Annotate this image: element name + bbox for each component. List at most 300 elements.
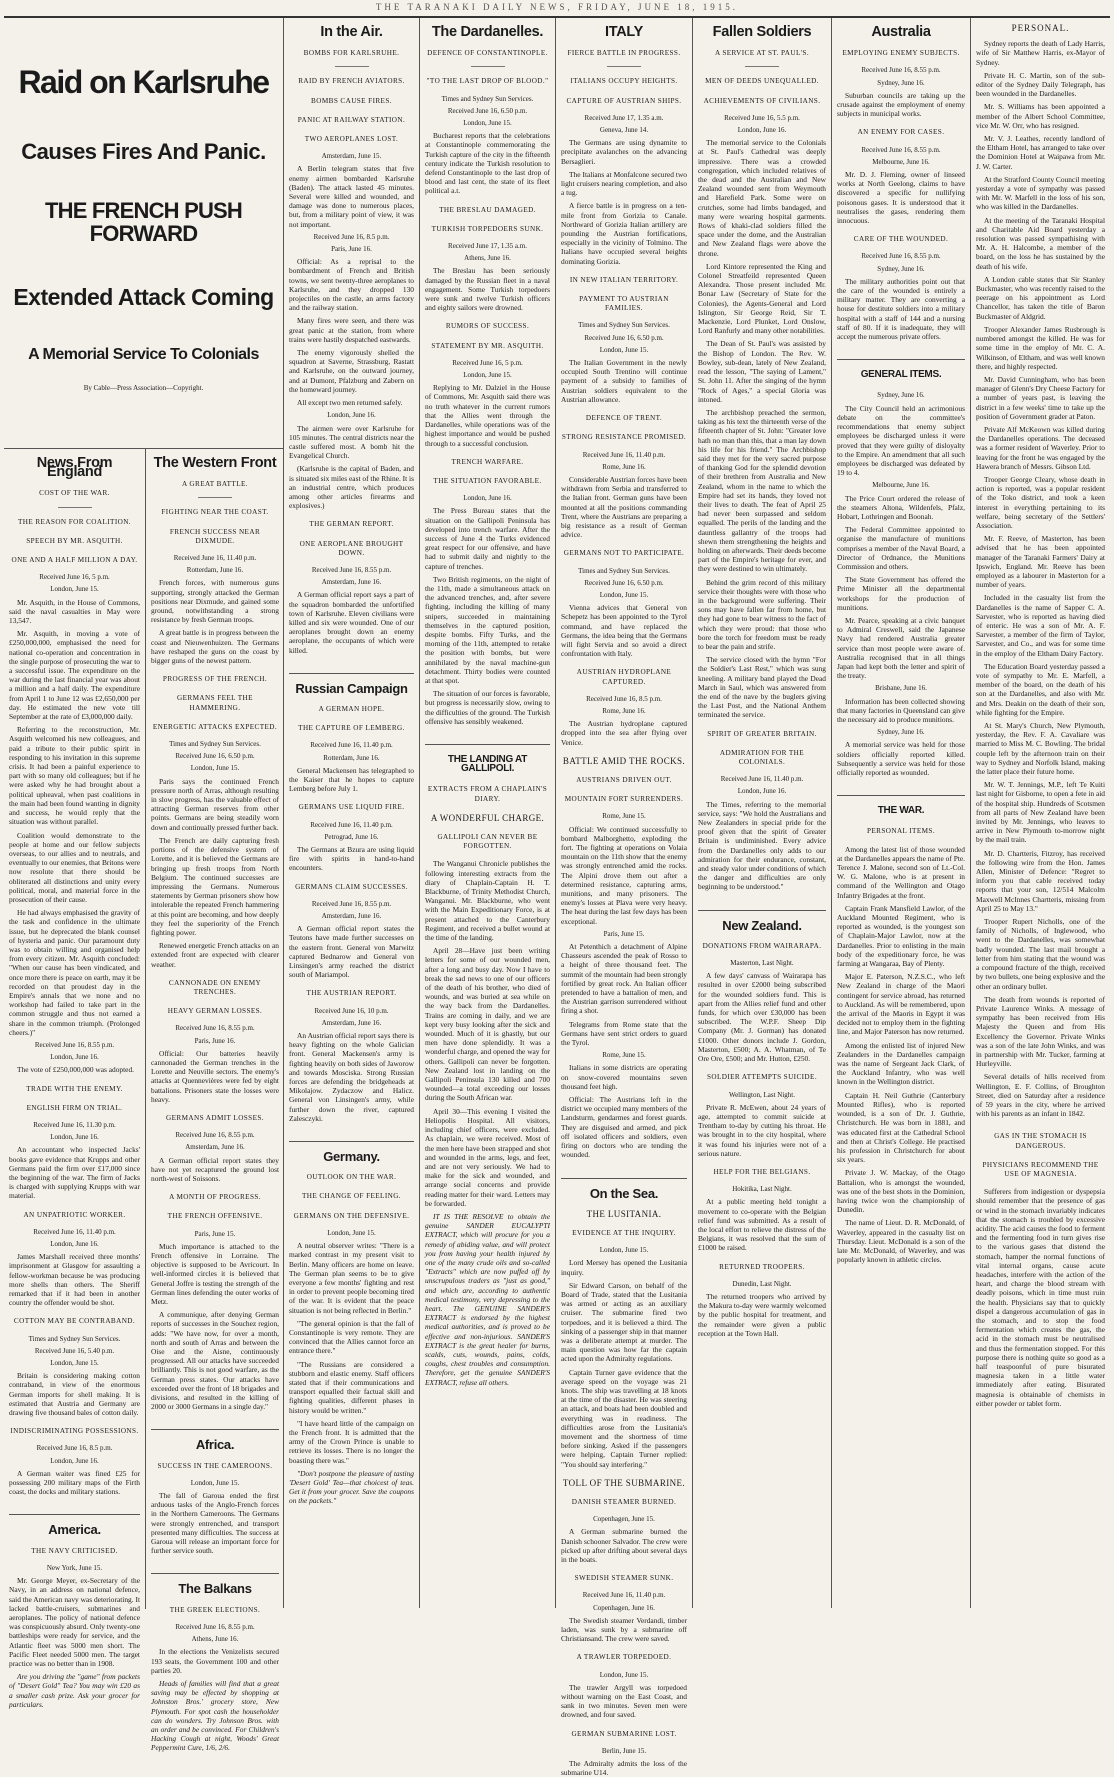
dateline: Received June 16, 11.40 p.m. <box>720 775 804 784</box>
subhead: A WONDERFUL CHARGE. <box>430 812 545 823</box>
dateline: Hokitika, Last Night. <box>732 1185 792 1194</box>
paragraph: A few days' canvass of Wairarapa has resulted in over £2000 being subscribed for the wounded soldiers fund. This is apart from the Allies relief fund and other funds, for which over £30,000 has been subscribed. The W.P.F. Sheep Dip Company (Mr. J. Gorman) has donated £1000. Other donors include J. Gordon, Masterton, £500; A. A. Whatman, of Te Ore Ore, £500; and Mr. Hutton, £250. <box>698 971 826 1064</box>
divider <box>471 66 505 67</box>
paragraph: The Breslau has been seriously damaged by the Russian fleet in a naval engagement. Some Turkish torpedoers were sunk and twelve Turkish officers and eighty sailors were drowned. <box>425 266 550 313</box>
dateline: Rotterdam, June 16. <box>323 753 380 762</box>
dateline: London, June 15. <box>50 585 99 594</box>
subhead: THE GERMAN REPORT. <box>309 520 394 529</box>
paragraph: Captain H. Neil Guthrie (Canterbury Mounted Rifles), who is reported wounded, is a son of Dr. J. Guthrie, Christchurch. He was born in 1881, and was educated first at the Cathedral School and then at Christ's College. He practised his profession in Christchurch for about six years. <box>837 1090 965 1165</box>
dateline: Received June 16, 8.55 p.m. <box>861 66 941 75</box>
dateline: Received June 16, 11.40 p.m. <box>582 1591 666 1600</box>
paragraph: Mr. Pearce, speaking at a civic banquet to Admiral Creswell, said the Japanese Navy had rendered Australia greater service than most people were aware of. Australia recognised that in all things Japan had kept both the letter and spirit of the treaty. <box>837 615 965 681</box>
subhead: GAS IN THE STOMACH IS DANGEROUS. <box>994 1132 1087 1150</box>
dateline: Rome, June 15. <box>602 1051 646 1060</box>
paragraph: James Marshall received three months' imprisonment at Glasgow for assaulting a fellow-workman because he was producing more shells than others. The Sheriff remarked that if it had been in another country the offender would be shot. <box>9 1252 140 1308</box>
dateline: Received June 16, 8.55 p.m. <box>311 899 392 908</box>
dateline: Received June 16, 6.50 p.m. <box>175 752 255 761</box>
paragraph: A German official report states the Teutons have made further successes on the eastern front. General von Marwitz captured Bednarow and General von Linsingen's army reached the district south of Mariampol. <box>289 924 414 980</box>
paragraph: Mr. Asquith, in the House of Commons, said the naval casualties in May were 13,547. <box>9 597 140 626</box>
subhead: THE FRENCH OFFENSIVE. <box>167 1212 263 1221</box>
paragraph: A neutral observer writes: "There is a marked contrast in my present visit to Berlin. Many officers are home on leave. The German plan seems to be to give everyone a few months' fighting and rest in order to prevent people becoming tired of the war. It is evident that the peace situation is not being reflected in Berlin." <box>289 1241 414 1315</box>
subhead: ENERGETIC ATTACKS EXPECTED. <box>152 722 278 731</box>
subhead: DEFENCE OF TRENT. <box>585 414 663 423</box>
dateline: Received June 16, 6.50 p.m. <box>447 106 528 115</box>
paragraph: Mr. V. J. Leathes, recently landlord of the Eltham Hotel, has arranged to take over the Dominion Hotel at Waipawa from Mr. J. W. Carter. <box>976 134 1105 171</box>
paragraph: The military authorities point out that the care of the wounded is entirely a military matter. They are converting a house for destitute soldiers into a military hospital with a staff of 144 and a nursing staff of 80. If it is inadequate, they will accept the numerous private offers. <box>837 276 965 342</box>
dateline: Rotterdam, June 16. <box>186 566 244 575</box>
subhead: SUCCESS IN THE CAMEROONS. <box>157 1461 273 1470</box>
dateline: Received June 16, 8.55 p.m. <box>175 1622 255 1631</box>
dateline: Received June 16, 10 p.m. <box>314 1006 389 1015</box>
paragraph: Private Alf McKeown was killed during the Dardanelles operations. The deceased was a former resident of Waverley. Prior to leaving for the front he was engaged by the Hawera branch of Messrs. Gibson Ltd. <box>976 424 1105 471</box>
dateline: Copenhagen, June 15. <box>593 1515 655 1524</box>
headline-causes: Causes Fires And Panic. <box>21 138 266 164</box>
subhead: MEN OF DEEDS UNEQUALLED. <box>705 77 819 86</box>
dateline: Amsterdam, June 16. <box>185 1143 245 1152</box>
in-the-air-column <box>284 18 420 1608</box>
paragraph: At St. Mary's Church, New Plymouth, yesterday, the Rev. F. A. Cavaliare was married to Miss M. C. Bowling. The bridal couple left by the afternoon train on their way to Sydney and Norfolk Island, making the latter place their future home. <box>976 721 1105 777</box>
headline-memorial: A Memorial Service To Colonials <box>28 346 259 364</box>
subhead: SWEDISH STEAMER SUNK. <box>574 1574 674 1583</box>
dateline: Sydney, June 16. <box>877 391 925 400</box>
england-heading: News From England <box>36 455 113 481</box>
paragraph: Sir Edward Carson, on behalf of the Board of Trade, stated that the Lusitania was armed or acting as an auxiliary cruiser. The submarine fired two torpedoes, and it is believed a third. The sinking of a passenger ship in that manner was a deliberate attempt at murder. The main question was how far the captain acted upon the Admiralty regulations. <box>561 1280 687 1364</box>
paragraph: Mr. S. Williams has been appointed a member of the Albert School Committee, vice Mr. W. Orr, who has resigned. <box>976 102 1105 130</box>
subhead: INDISCRIMINATING POSSESSIONS. <box>10 1427 139 1436</box>
paragraph: Included in the casualty list from the Dardanelles is the name of Sapper C. A. Sarvester, who is reported as having died of enteric. He was a son of Mr. A. F. Sarvester, a member of the firm of Taylor, Sarvester, and Co., and was for some time in the employ of the Eltham Dairy Factory. <box>976 593 1105 658</box>
australia-heading: Australia <box>871 24 931 40</box>
dateline: London, June 16. <box>737 126 787 135</box>
dateline: Received June 16, 8.5 p.m. <box>313 232 390 241</box>
paragraph: Many fires were seen, and there was great panic at the station, from where trains were hastily despatched eastwards. <box>289 316 414 344</box>
dateline: Athens, June 16. <box>464 254 511 263</box>
paragraph: Paris says the continued French pressure north of Arras, although resulting in slow progress, has the valuable effect of attracting German reserves from other points. Germans are being steadily worn down and continually pressed further back. <box>151 776 279 832</box>
dateline: Times and Sydney Sun Services. <box>578 321 670 330</box>
paragraph: The State Government has offered the Prime Minister all the departmental workshops for the production of munitions. <box>837 575 965 612</box>
subhead: THE AUSTRIAN REPORT. <box>306 989 397 998</box>
page-columns <box>4 18 1110 1777</box>
paragraph: Considerable Austrian forces have been withdrawn from Serbia and transferred to the Italian front. German guns have been mounted at all the positions commanding Trent, where the Austrians are preparing a big resistance as a result of German advice. <box>561 474 687 540</box>
subhead: CANNONADE ON ENEMY TRENCHES. <box>168 978 262 996</box>
subhead: A TRAWLER TORPEDOED. <box>576 1653 672 1662</box>
western-front-column <box>146 449 284 1753</box>
paragraph: A fierce battle is in progress on a ten-mile front from Gorizia to Canale. Northward of Gorizia Italian artillery are pounding the Austrian fortifications, especially in the vicinity of Tolmino. The Italians have occupied several heights dominating Gorizia. <box>561 201 687 266</box>
paragraph: Bucharest reports that the celebrations at Constantinople commemorating the Turkish capture of the city in the fifteenth century indicate the Turkish resolution to defend Constantinople to the last drop of blood and last cent, the state of its fleet political a.t. <box>425 131 550 196</box>
paragraph: April 30—This evening I visited the Heliopolis Hospital. All visitors, including chief officers, were excluded. As chaplain, we were received. Most of the men here have been strapped and shot and wounded in the arms, legs, and feet, and are not very seriously. We had to make for the sick and wounded, and arrange social concerns and provide reading matter for their ward. Letters may be forwarded. <box>425 1106 550 1208</box>
paragraph: A German submarine burned the Danish schooner Salvador. The crew were picked up after drifting about several days in the boats. <box>561 1527 687 1564</box>
paragraph: Trooper Alexander James Rusbrough is numbered amongst the killed. He was for some time in the employ of Mr. C. A. Wilkinson, of Eltham, and was well known there, and highly respected. <box>976 324 1105 371</box>
paragraph: Sufferers from indigestion or dyspepsia should remember that the presence of gas or wind in the stomach invariably indicates that the stomach is troubled by excessive acidity. The acid causes the food to ferment and the fermenting food in turn gives rise to the various gases that distend the stomach, hamper the normal functions of vital internal organs, cause acute headaches, interfere with the action of the heart, and charge the blood stream with deadly poisons, which in time must ruin the health. Physicians say that to quickly dispel a dangerous accumulation of gas in the stomach, and to stop the food fermentation which creates the gas, the acid in the stomach must be neutralised and thus the fermentation stopped. For this purpose there is nothing quite so good as a half teaspoonful of pure bisurated magnesia taken in a little water immediately after eating. Bisurated magnesia is obtainable of chemists in either powder or tablet form. <box>976 1187 1105 1408</box>
subhead: A MONTH OF PROGRESS. <box>169 1193 261 1202</box>
paragraph: Coalition would demonstrate to the people at home and our fellow subjects overseas, to our allies and to neutrals, and eventually to our enemies, that Britons were now resolute that there should be obliterated all distinctions and unity every political, moral, and material force in the prosecution of their cause. <box>9 830 140 904</box>
paragraph: He had always emphasised the gravity of the task and confidence in the ultimate issue, but he deprecated the blank counsel of hysteria and panic. Our paramount duty was to obtain willing and organised help from every citizen. Mr. Asquith concluded: "When our cause has been vindicated, and once more there is peace on earth, may it be recorded on that proudest day in the Empire's annals that we none and no workshop had failed to take part in the common struggle and thus not earned a share in the common triumph. (Prolonged cheers.)" <box>9 908 140 1037</box>
subhead: GERMANS FEEL THE HAMMERING. <box>177 694 253 712</box>
subhead: THE CHANGE OF FEELING. <box>301 1192 402 1201</box>
dateline: Petrograd, June 16. <box>324 832 379 841</box>
dateline: London, June 16. <box>463 494 512 503</box>
paragraph: A Berlin telegram states that five enemy airmen bombarded Karlsruhe (Baden). The attack lasted 45 minutes. Several were killed and wounded, and damage was done to numerous places, but, from a military point of view, it was not important. <box>289 164 414 229</box>
divider <box>335 66 369 67</box>
subhead: "TO THE LAST DROP OF BLOOD." <box>426 77 549 86</box>
paragraph: "I have heard little of the campaign on the French front. It is admitted that the army of the Crown Prince is unable to retrieve its losses. There is no longer the boasting there was." <box>289 1418 414 1465</box>
subhead: FIERCE BATTLE IN PROGRESS. <box>567 49 681 58</box>
in-the-air-heading: In the Air. <box>320 24 383 40</box>
paragraph: At the meeting of the Taranaki Hospital and Charitable Aid Board yesterday a resolution was passed sympathising with Mr. A. H. Halcombe, a member of the board, on the loss he has sustained by the death of his wife. <box>976 215 1105 271</box>
lead-subcolumns <box>4 448 284 1753</box>
personal-column <box>971 18 1110 1608</box>
subhead: DANISH STEAMER BURNED. <box>571 1497 677 1506</box>
subhead: GERMANS USE LIQUID FIRE. <box>298 803 405 812</box>
advertisement: Are you driving the "game" from packets of "Desert Gold" Tea? You may win £20 as a smaller cash prize. Ask your grocer for particulars. <box>9 1672 140 1709</box>
subhead: AUSTRIANS DRIVEN OUT. <box>576 775 672 784</box>
dateline: Received June 16, 11.30 p.m. <box>33 1120 116 1129</box>
subhead: RAID BY FRENCH AVIATORS. <box>298 77 405 86</box>
headline-raid: Raid on Karlsruhe <box>18 64 269 100</box>
divider <box>58 507 92 508</box>
dateline: London, June 15. <box>190 1478 240 1487</box>
subhead: RUMORS OF SUCCESS. <box>445 322 530 331</box>
headline-extended: Extended Attack Coming <box>13 283 274 310</box>
paragraph: (Karlsruhe is the capital of Baden, and is situated six miles east of the Rhine. It is an industrial centre, which produces among other articles firearms and explosives.) <box>289 464 414 511</box>
paragraph: French forces, with numerous guns supporting, strongly attacked the German positions near Dixmude, and gained some ground, notwithstanding a strong resistance by fresh German troops. <box>151 578 279 625</box>
paragraph: Among the latest list of those wounded at the Dardanelles appears the name of Pte. Terence J. Malone, second son of Lt.-Col. W. G. Malone, who is at present in command of the Wellington and Otago Infantry Brigades at the front. <box>837 844 965 900</box>
paragraph: The airmen were over Karlsruhe for 105 minutes. The central districts near the castle suffered most. A bomb hit the Evangelical Church. <box>289 423 414 461</box>
dateline: Received June 16, 8.55 p.m. <box>34 1040 115 1049</box>
germany-heading: Germany. <box>289 1141 414 1161</box>
the-war-heading: THE WAR. <box>837 795 965 815</box>
subhead: OUTLOOK ON THE WAR. <box>306 1173 397 1182</box>
paragraph: The name of Lieut. D. R. McDonald, of Waverley, appeared in the casualty list on Thursday. Lieut. McDonald is a son of the late Mr. McDonald, of Waverley, and was popularly known in athletic circles. <box>837 1218 965 1265</box>
dateline: Received June 16, 11.40 p.m. <box>310 820 393 829</box>
subhead: ONE AND A HALF MILLION A DAY. <box>11 556 138 565</box>
dateline: Paris, June 16. <box>331 245 372 254</box>
subhead: GALLIPOLI CAN NEVER BE FORGOTTEN. <box>437 833 538 851</box>
paragraph: A communique, after denying German reports of successes in the Souchez region, adds: "We have now, for over a month, north and south of Arras and between the Oise and the Aisne, continuously progressed. All our attacks have succeeded brilliantly. This is not good warfare, as the German press states. Our attacks have exceeded over the front of 18 brigades and divisions, and resulted in the killing of 2000 or 3000 Germans in a single day." <box>151 1310 279 1412</box>
paragraph: Much importance is attached to the French offensive in Lorraine. The objective is supposed to be Avricourt. In well-informed circles it is believed that General Joffre is testing the strength of the German lines defending the outer works of Metz. <box>151 1241 279 1307</box>
subhead: PERSONAL ITEMS. <box>866 827 936 836</box>
advertisement: IT IS THE RESOLVE to obtain the genuine SANDER EUCALYPTI EXTRACT, which will procure for you a remedy of abiding value, and will protect you from having your health injured by one of the many crude oils and so-called "Extracts" which are now puffed off by unscrupulous traders as "just as good," and which are, according to authentic medical testimony, very depressing to the heart. The GENUINE SANDER'S EXTRACT is endorsed by the highest medical authorities, and is proved to be effective and non-injurious. SANDER'S EXTRACT is the great healer for burns, scalds, cuts, wounds, pains, colds, coughs, chest troubles and consumption. Therefore, get the genuine SANDER'S EXTRACT, refuse all others. <box>425 1211 550 1387</box>
gallipoli-landing-heading: THE LANDING AT GALLIPOLI. <box>425 744 550 773</box>
by-cable-line: By Cable—Press Association—Copyright. <box>83 383 204 392</box>
dateline: Received June 16, 5.40 p.m. <box>34 1346 115 1355</box>
subhead: PROGRESS OF THE FRENCH. <box>162 675 268 684</box>
paragraph: All except two men returned safely. <box>297 398 403 408</box>
lead-story <box>4 18 284 1753</box>
dateline: Rome, June 16. <box>602 462 646 471</box>
paragraph: The service closed with the hymn "For the Soldier's Last Rest," which was sung kneeling. A military band played the Dead March in Saul, which was answered from the end of the nave by the buglers giving the Last Post, and the National Anthem terminated the service. <box>698 655 826 720</box>
paragraph: An Austrian official report says there is heavy fighting on the whole Galician front. General Mackensen's army is fighting heavily on both sides of Jaworow and towards Mosciska. Strong Russian forces are defending the bridgeheads at Mikolajow. Zydaczow and Halicz. General von Linsingen's army, while further down the river, captured Zalesczyki. <box>289 1031 414 1123</box>
subhead: MOUNTAIN FORT SURRENDERS. <box>564 795 684 804</box>
subhead: GERMANS ADMIT LOSSES. <box>166 1113 264 1122</box>
dateline: Melbourne, June 16. <box>872 157 930 166</box>
paragraph: The memorial service to the Colonials at St. Paul's Cathedral was deeply impressive. There was a crowded congregation, which included relatives of the dead and the Australian and New Zealand wounded sent from Weymouth and Harefield Park. Some were on crutches, some had limbs bandaged, and many were wearing hospital garments. Rows of khaki-clad soldiers filled the space under the dome, and the Australian and New Zealand flags were above the throne. <box>698 138 826 258</box>
dateline: Received June 16, 8.5 p.m. <box>586 694 662 703</box>
dateline: Received June 16, 8.55 p.m. <box>175 1131 255 1140</box>
paragraph: At Petenthich a detachment of Alpine Chasseurs ascended the peak of Rosso to a height of three thousand feet. The summit of the mountain had been strongly fortified by great rock. An Italian officer pretended to have a battalion of men, and the Austrian garrison surrendered without firing a shot. <box>561 942 687 1016</box>
dateline: Received June 16, 5.5 p.m. <box>724 113 800 122</box>
divider <box>607 66 641 67</box>
subhead: EMPLOYING ENEMY SUBJECTS. <box>842 49 960 58</box>
paragraph: An accountant who inspected Jacks' books gave evidence that Krupps and other Germans paid the firm over £17,000 since the beginning of the war. The firm of Jacks is charged with supplying Krupps with war material. <box>9 1145 140 1201</box>
dateline: Amsterdam, June 16. <box>321 578 382 587</box>
paragraph: "The general opinion is that the fall of Constantinople is very remote. They are convinced that the Allies cannot force an entrance there." <box>289 1318 414 1356</box>
dateline: Wellington, Last Night. <box>729 1090 795 1099</box>
paragraph: Mr. D. J. Fleming, owner of linseed works at North Geelong, claims to have discovered a specific for nullifying poisonous gases. It is understood that it neutralises the gases, rendering them innocuous. <box>837 170 965 226</box>
subhead: AN ENEMY FOR CASES. <box>857 128 945 137</box>
dardanelles-heading: The Dardanelles. <box>431 24 544 40</box>
dateline: Masterton, Last Night. <box>730 959 794 968</box>
paragraph: Captain Frank Mansfield Lawlor, of the Auckland Mounted Regiment, who is reported as wounded, is the youngest son of Chaplain-Major Lawlor, now at the Dardanelles. Prior to enlisting in the main body of the expeditionary force, he was farming at Wangaraa, Bay of Plenty. <box>837 903 965 969</box>
subhead: TOLL OF THE SUBMARINE. <box>562 1477 686 1488</box>
paragraph: Italians in some districts are operating on snow-covered mountains seven thousand feet high. <box>561 1063 687 1091</box>
paragraph: Trooper Rupert Nicholls, one of the family of Nicholls, of Inglewood, who went to the Dardanelles, was somewhat badly wounded. The last mail brought a letter from him stating that the wound was a compound fracture of the thigh, received by two bullets, one being explosive and the other an ordinary bullet. <box>976 917 1105 991</box>
subhead: DONATIONS FROM WAIRARAPA. <box>702 941 822 950</box>
paragraph: Among the enlisted list of injured New Zealanders in the Dardanelles campaign was the name of Sergeant Jack Clark, of the Auckland Infantry, who was well known in the Wellington district. <box>837 1040 965 1087</box>
paragraph: The Swedish steamer Verdandi, timber laden, was sunk by a submarine off Christiansand. The crew were saved. <box>561 1615 687 1644</box>
subhead: A GERMAN HOPE. <box>318 704 385 713</box>
subhead: A GREAT BATTLE. <box>182 480 248 489</box>
subhead: GERMANS ON THE DEFENSIVE. <box>293 1211 410 1220</box>
paragraph: A German waiter was fined £25 for possessing 200 military maps of the Firth coast, the docks and military stations. <box>9 1468 140 1497</box>
paragraph: Trooper George Cleary, whose death in action is reported, was a popular resident of the Toko district, and took a keen interest in everything pertaining to its welfare, being secretary of the Settlers' Association. <box>976 474 1105 530</box>
subhead: THE GREEK ELECTIONS. <box>169 1605 261 1614</box>
paragraph: The vote of £250,000,000 was adopted. <box>17 1065 134 1075</box>
dateline: Received June 16, 11.40 p.m. <box>33 1227 116 1236</box>
paragraph: The Times, referring to the memorial service, says: "We hold the Australians and New Zealanders in special pride for the proof given that the spirit of Greater Britain is undiminished. Every advice from the Dardanelles only adds to our admiration for their endurance, constant, and steady valor under conditions of which the danger and difficulties are only beginning to be understood." <box>698 799 826 892</box>
paragraph: A German official report says a part of the squadron bombarded the unfortified town of Karlsruhe. Eleven civilians were killed and six were wounded. One of our aeroplanes brought down an enemy aeroplane, the occupants of which were killed. <box>289 590 414 655</box>
dateline: London, June 15. <box>463 119 512 128</box>
dateline: Amsterdam, June 16. <box>321 1018 382 1027</box>
dateline: Dunedin, Last Night. <box>732 1279 792 1288</box>
dateline: London, June 15. <box>599 1246 649 1255</box>
paragraph: The enemy vigorously shelled the squadron at Saverne, Strassburg, Rastatt and Karlsruhe, on the outward journey, and at Dumont, Pfalzburg and Zabern on the homeward journey. <box>289 348 414 394</box>
dateline: London, June 16. <box>50 1053 99 1062</box>
subhead: AUSTRIAN HYDROPLANE CAPTURED. <box>576 668 672 686</box>
australia-column <box>832 18 971 1608</box>
paragraph: The Italian Government in the newly occupied South Trentino will continue payment of a subsidy to families of Austrian soldiers equivalent to the Austrian allowance. <box>561 358 687 404</box>
masthead: THE TARANAKI DAILY NEWS, FRIDAY, JUNE 18, 1915. <box>4 2 1110 18</box>
subhead: PHYSICIANS RECOMMEND THE USE OF MAGNESIA. <box>982 1160 1099 1178</box>
subhead: THE CAPTURE OF LEMBERG. <box>298 724 405 733</box>
dateline: Times and Sydney Sun Services. <box>169 740 261 749</box>
paragraph: The Germans are using dynamite to precipitate avalanches on the advancing Bersaglieri. <box>561 138 687 166</box>
subhead: A SERVICE AT ST. PAUL'S. <box>714 49 810 58</box>
subhead: STATEMENT BY MR. ASQUITH. <box>431 341 544 350</box>
subhead: THE BRESLAU DAMAGED. <box>439 205 536 214</box>
paragraph: The trawler Argyll was torpedoed without warning on the East Coast, and sank in two minutes. Seven men were drowned, and four saved. <box>561 1682 687 1720</box>
balkans-heading: The Balkans <box>151 1573 279 1593</box>
paragraph: The Wanganui Chronicle publishes the following interesting extracts from the diary of Chaplain-Captain H. T. Blackburne, of Trinity Methodist Church, Wanganui. Mr. Blackburne, who went with the Main Expeditionary Force, is at present attached to the Canterbury Regiment, and received a bullet wound at the time of the landing. <box>425 859 550 943</box>
subhead: PANIC AT RAILWAY STATION. <box>297 115 406 124</box>
subhead: SPEECH BY MR. ASQUITH. <box>26 536 123 545</box>
subhead: BOMBS CAUSE FIRES. <box>311 96 392 105</box>
new-zealand-heading: New Zealand. <box>698 910 826 930</box>
italy-column <box>556 18 693 1777</box>
paragraph: The Federal Committee appointed to organise the manufacture of munitions comprises a member of the Naval Board, a Director of Ordnance, the Munitions Commission and others. <box>837 525 965 571</box>
paragraph: At a public meeting held tonight a movement to co-operate with the Belgian relief fund was submitted. As a result of the local effort to relieve the distress of the Belgians, it was resolved that the sum of £1000 be raised. <box>698 1197 826 1253</box>
paragraph: Official: We continued successfully to bombard Malborghetto, exploding the fort. The fighting at operations on Volaia mountain on the 11th show that the enemy was strongly entrenched amid the rocks. The Alpini drove them out after a determined resistance, capturing arms, munitions, and many prisoners. The enemy's losses at Plava were very heavy. The heat during the last few days has been exceptional. <box>561 824 687 926</box>
subhead: COST OF THE WAR. <box>39 489 110 498</box>
subhead: ONE AEROPLANE BROUGHT DOWN. <box>299 539 404 557</box>
paragraph: Lord Kintore represented the King and Colonel Streatfeild represented Queen Alexandra. Those present included Mr. Bonar Law (Secretary of State for the Colonies), the Agents-General and Lord Islington, Sir George Reid, Sir T. Mackenzie, Lord Plunket, Lord Onslow, Lord Ranfurly and many other notabilities. <box>698 261 826 336</box>
dateline: Rome, June 15. <box>602 812 646 821</box>
paragraph: Mr. D. Chartteris, Fitzroy, has received the following wire from the Hon. James Allen, Minister of Defence: "Regret to inform you that cable received today reports that your son, 12/514 Malcolm Maxwell McInnes Chartteris, missing from April 25 to May 13." <box>976 848 1105 913</box>
paragraph: The Price Court ordered the release of the steamers Altona, Wildenfels, Pfalz, Hobart, Lothringen and Boonah. <box>837 493 965 521</box>
paragraph: Private J. W. Mackay, of the Otago Battalion, who is amongst the wounded, was one of the best shots in the Dominion, having twice won the championship of Dunedin. <box>837 1168 965 1215</box>
western-front-heading: The Western Front <box>153 455 277 471</box>
dateline: Received June 16, 11.40 p.m. <box>310 741 393 750</box>
subhead: IN NEW ITALIAN TERRITORY. <box>569 275 679 284</box>
paragraph: The death from wounds is reported of Private Laurence Winks. A message of sympathy has been received from His Majesty the Queen and from His Excellency the Governor. Private Winks was a son of the late John Winks, and was in partnership with Mr. Tucker, farming at Hurleyville. <box>976 994 1105 1069</box>
dateline: Berlin, June 15. <box>601 1746 647 1755</box>
america-heading: America. <box>9 1514 140 1534</box>
dateline: Times and Sydney Sun Services. <box>578 566 670 575</box>
subhead: DEFENCE OF CONSTANTINOPLE. <box>427 49 548 58</box>
dateline: Amsterdam, June 16. <box>321 912 382 921</box>
advertisement: "Don't postpone the pleasure of tasting 'Desert Gold' Tea—that choicest of teas. Get it from your grocer. Save the coupons on the packets." <box>289 1468 414 1506</box>
dateline: Sydney, June 16. <box>877 78 925 87</box>
dateline: London, June 16. <box>50 1133 99 1142</box>
dateline: London, June 15. <box>463 371 512 380</box>
dateline: London, June 15. <box>190 764 240 773</box>
subhead: GERMANS CLAIM SUCCESSES. <box>295 882 408 891</box>
subhead: GERMANS NOT TO PARTICIPATE. <box>563 549 685 558</box>
dateline: Times and Sydney Sun Services. <box>441 94 534 103</box>
divider <box>745 66 779 67</box>
subhead: AN UNPATRIOTIC WORKER. <box>23 1210 126 1219</box>
paragraph: The Dean of St. Paul's was assisted by the Bishop of London. The Rev. W. Bowley, sub-dean, lately of New Zealand, read the lesson, "The saying of Lament," St. John 11. After the singing of the hymn "Rock of Ages," a special Gloria was intoned. <box>698 339 826 404</box>
divider <box>198 497 232 498</box>
dateline: Sydney, June 16. <box>877 728 925 737</box>
paragraph: Telegrams from Rome state that the Germans have sent strict orders to guard the Tyrol. <box>561 1019 687 1048</box>
paragraph: A German official report states they have not yet recaptured the ground lost north-west of Soissons. <box>151 1155 279 1183</box>
paragraph: Mr. David Cunningham, who has been manager of Glenn's Dry Cheese Factory for a number of years past, is leaving the district in a few weeks' time to take up the position of Government grader at Paton. <box>976 374 1105 421</box>
england-column <box>4 449 146 1709</box>
paragraph: Behind the grim record of this military service their thoughts were with those who in the background were suffering. Their sons may have fallen far from home, but they had gone to bear witness to the fact of which they were proud: that those who bore the torch for freedom must be ready to bear the pain and strife. <box>698 577 826 651</box>
dateline: New York, June 15. <box>46 1563 103 1572</box>
subhead: EVIDENCE AT THE INQUIRY. <box>572 1228 676 1237</box>
dateline: Received June 16, 8.55 p.m. <box>861 145 941 154</box>
fallen-soldiers-heading: Fallen Soldiers <box>712 24 812 40</box>
paragraph: Mr. F. Reeve, of Masterton, has been advised that he has been appointed manager of the Taranaki Farmers' Dairy at Ipswich, England. Mr. Reeve has been employed as a labourer in Masterton for a number of years. <box>976 534 1105 590</box>
subhead: STRONG RESISTANCE PROMISED. <box>561 433 687 442</box>
dateline: Paris, June 15. <box>603 929 645 938</box>
paragraph: The Education Board yesterday passed a vote of sympathy to Mr. E. Marfell, a member of the board, on the death of his son at the Dardanelles, and also with Mr. and Mrs. Deakin on the death of their son, while fighting for the Empire. <box>976 661 1105 717</box>
dateline: Received June 16, 8.55 p.m. <box>175 1024 255 1033</box>
paragraph: The Admiralty admits the loss of the submarine U14. <box>561 1759 687 1777</box>
dateline: London, June 16. <box>50 1240 99 1249</box>
personal-heading: PERSONAL. <box>1011 23 1070 33</box>
dateline: Paris, June 15. <box>194 1229 236 1238</box>
paragraph: Suburban councils are taking up the crusade against the employment of enemy subjects in municipal works. <box>837 90 965 119</box>
dateline: Paris, June 16. <box>194 1036 236 1045</box>
subhead: SPIRIT OF GREATER BRITAIN. <box>707 729 817 738</box>
subhead: THE NAVY CRITICISED. <box>31 1546 118 1555</box>
subhead: THE SITUATION FAVORABLE. <box>433 476 542 485</box>
dateline: Geneva, June 14. <box>599 126 649 135</box>
subhead: RETURNED TROOPERS. <box>719 1262 805 1271</box>
dateline: Amsterdam, June 15. <box>321 152 382 161</box>
subhead: GERMAN SUBMARINE LOST. <box>571 1729 677 1738</box>
paragraph: The French are daily capturing fresh portions of the defensive system of Lorette, and it is believed the Germans are bringing up fresh troops from North Belgium. The continued successes are impressing the Germans. Numerous statements by German prisoners show how intolerable the repeated French hammering at this point are becoming, and how deeply they feel the superiority of the French fighting power. <box>151 835 279 937</box>
paragraph: The archbishop preached the sermon, taking as his text the thirteenth verse of the fifteenth chapter of St. John: "Greater love hath no man than this, that a man lay down his life for his friend." The Archbishop said they met for the very sacred purpose of thanking God for the splendid devotion of their brethren from Australia and New Zealand, whom in the name to which the Empire had set its hands, they loved not their lives to death. The feat of April 25 had never been surpassed and seldom equalled. The perils of the landing and the dauntless gallantry of the troops had shewn them strengthening the heights and holding on afterwards. Their deeds become part of the Empire's heritage for ever, and they were destined to win ultimately. <box>698 407 826 574</box>
dateline: London, June 15. <box>599 345 649 354</box>
subhead: HELP FOR THE BELGIANS. <box>713 1167 811 1176</box>
dateline: Melbourne, June 16. <box>872 481 930 490</box>
dateline: Copenhagen, June 16. <box>593 1603 655 1612</box>
paragraph: Private R. McEwen, about 24 years of age, attempted to commit suicide at Trentham to-day by cutting his throat. He was brought in to the city hospital, where it was found his injuries were not of a serious nature. <box>698 1102 826 1158</box>
paragraph: The returned troopers who arrived by the Makura to-day were warmly welcomed by the public hospital for treatment, and the remainder were given a public reception at the Town Hall. <box>698 1291 826 1338</box>
dateline: Received June 16, 8.55 p.m. <box>311 565 392 574</box>
dateline: Received June 16, 11.40 p.m. <box>173 554 257 563</box>
dateline: London, June 15. <box>599 590 649 599</box>
dateline: Received June 17, 1.35 a.m. <box>584 113 664 122</box>
paragraph: The fall of Garoua ended the first arduous tasks of the Anglo-French forces in the Northern Cameroons. The Germans were strongly entrenched, and transport presented many difficulties. The success at Garoua will release an important force for further service south. <box>151 1491 279 1556</box>
paragraph: General Mackensen has telegraphed to the Kaiser that he hopes to capture Lemberg before July 1. <box>289 765 414 794</box>
dateline: Brisbane, June 16. <box>875 684 927 693</box>
paragraph: The situation of our forces is favorable, but progress is necessarily slow, owing to the difficulties of the ground. The Turkish offensive has sensibly weakened. <box>425 689 550 726</box>
russian-campaign-heading: Russian Campaign <box>289 673 414 693</box>
dateline: London, June 15. <box>327 1228 376 1237</box>
paragraph: Mr. George Meyer, ex-Secretary of the Navy, in an address on national defence, said the American navy was deteriorating. It lacked battle-cruisers, submarines and aeroplanes. The policy of national defence was conspicuously absurd. Only twenty-one battleships were ready for service, and the Atlantic fleet was 5000 men short. The Pacific Fleet needed 5000 men. The target practice was no better than in 1908. <box>9 1576 140 1668</box>
subhead: ITALIANS OCCUPY HEIGHTS. <box>570 77 678 86</box>
paragraph: Major E. Paterson, N.Z.S.C., who left New Zealand in charge of the Maori contingent for service abroad, has returned to Auckland. As will be remembered, upon the arrival of the Maoris in Egypt it was decided not to employ them in the fighting line, and Major Paterson has now returned. <box>837 972 965 1037</box>
subhead: TURKISH TORPEDOERS SUNK. <box>431 224 544 233</box>
subhead: ENGLISH FIRM ON TRIAL. <box>26 1103 123 1112</box>
subhead: HEAVY GERMAN LOSSES. <box>167 1007 263 1016</box>
subhead: TRENCH WARFARE. <box>451 457 524 466</box>
paragraph: Official: As a reprisal to the bombardment of French and British towns, we sent twenty-three aeroplanes to Karlsruhe, and they dropped 130 projectiles on the castle, an arms factory and the railway station. <box>289 257 414 313</box>
paragraph: April 28—Have just been writing letters for some of our wounded men, after a long and busy day. Now I have to break the sad news to one of our officers of the death of his brother, who died of wounds, and was buried at sea while on the way back from the Dardanelles. Trains are coming in daily, and we are kept very busy looking after the sick and wounded. Much of it is ghastly, but our men have done splendidly. It was a wonderful charge, and opened the way for others. Gallipoli can never be forgotten. New Zealand lost in landing on the Gallipoli Peninsula 130 killed and 700 wounded—a total exceeding our losses during the South African war. <box>425 946 550 1103</box>
dateline: Received June 17, 1.35 a.m. <box>448 242 527 251</box>
paragraph: Lord Mersey has opened the Lusitania inquiry. <box>561 1258 687 1277</box>
paragraph: Britain is considering making cotton contraband, in view of the enormous German imports for shell making. It is estimated that Austria and Germany are drawing five thousand bales of cotton daily. <box>9 1371 140 1418</box>
dateline: Sydney, June 16. <box>877 264 925 273</box>
subhead: FIGHTING NEAR THE COAST. <box>161 508 269 517</box>
general-items-heading: GENERAL ITEMS. <box>837 359 965 379</box>
paragraph: A great battle is in progress between the coast and Nieuwenhuizen. The Germans have reshaped the guns on the coast by bigger guns of the newest pattern. <box>151 628 279 666</box>
subhead: TRADE WITH THE ENEMY. <box>26 1084 123 1093</box>
dateline: Athens, June 16. <box>191 1635 239 1644</box>
on-the-sea-heading: On the Sea. <box>561 1178 687 1198</box>
subhead: TWO AEROPLANES LOST. <box>304 135 399 144</box>
dateline: Times and Sydney Sun Services. <box>28 1334 121 1343</box>
dateline: Received June 16, 11.40 p.m. <box>582 450 666 459</box>
paragraph: The Italians at Monfalcone secured two light cruisers nearing completion, and also a tug. <box>561 169 687 198</box>
paragraph: Replying to Mr. Dalziel in the House of Commons, Mr. Asquith said there was no truth whatever in the current rumors that the Allies went through the Dardanelles, while operations was of the highest importance and would be pushed through to a successful conclusion. <box>425 383 550 448</box>
paragraph: Private H. C. Martin, son of the sub-editor of the Sydney Daily Telegraph, has been wounded in the Dardanelles. <box>976 70 1105 99</box>
dateline: Received June 16, 8.5 p.m. <box>36 1444 113 1453</box>
dateline: Received June 16, 6.50 p.m. <box>584 333 664 342</box>
paragraph: At the Stratford County Council meeting yesterday a vote of sympathy was passed with Mr. W. Marfell in the loss of his son, who was killed in the Dardanelles. <box>976 174 1105 212</box>
paragraph: Mr. W. T. Jennings, M.P., left Te Kuiti last night for Gisborne, to open a fete in aid of the hospital ship. Hundreds of Scotsmen from all parts of New Zealand have been invited by Mr. Jennings, who leaves to arrive in New Plymouth to-morrow night by the mail train. <box>976 780 1105 845</box>
paragraph: Captain Turner gave evidence that the average speed on the voyage was 21 knots. The ship was travelling at 18 knots at the time of the disaster. He was steering an attack, and boats had been doubled and everything was in readiness. The difficulties arose from the Lusitania's movement and the shortness of time before sinking. Asked if the passengers were helping, Captain Turner replied: "You should say interfering." <box>561 1367 687 1469</box>
dateline: London, June 16. <box>737 787 787 796</box>
subhead: ACHIEVEMENTS OF CIVILIANS. <box>703 96 821 105</box>
paragraph: Sydney reports the death of Lady Harris, wife of Sir Matthew Harris, ex-Mayor of Sydney. <box>976 39 1105 67</box>
dateline: London, June 15. <box>50 1359 99 1368</box>
paragraph: Information has been collected showing that many factories in Queensland can give the necessary aid to produce munitions. <box>837 696 965 724</box>
subhead: EXTRACTS FROM A CHAPLAIN'S DIARY. <box>427 785 548 803</box>
subhead: CARE OF THE WOUNDED. <box>853 235 949 244</box>
paragraph: A London cable states that Sir Stanley Buckmaster, who was recently raised to the peerage on his appointment as Lord Chancellor, has taken the title of Baron Buckmaster of Aldgrid. <box>976 274 1105 321</box>
paragraph: The Press Bureau states that the situation on the Gallipoli Peninsula has developed into trench warfare. After the success of June 4 the Turks evidenced great respect for our offensive, and have had to submit daily and nightly to the capture of trenches. <box>425 506 550 571</box>
dateline: Received June 16, 6.50 p.m. <box>584 578 664 587</box>
paragraph: Vienna advices that General von Schepetz has been appointed to the Tyrol command, and have replaced the Germans, the idea being that the Germans will fight Servia and so avoid a direct confrontation with Italy. <box>561 603 687 659</box>
subhead: COTTON MAY BE CONTRABAND. <box>13 1317 136 1326</box>
paragraph: A memorial service was held for those soldiers officially reported killed. Subsequently a service was held for those officially reported as wounded. <box>837 740 965 777</box>
subhead: CAPTURE OF AUSTRIAN SHIPS. <box>566 96 682 105</box>
